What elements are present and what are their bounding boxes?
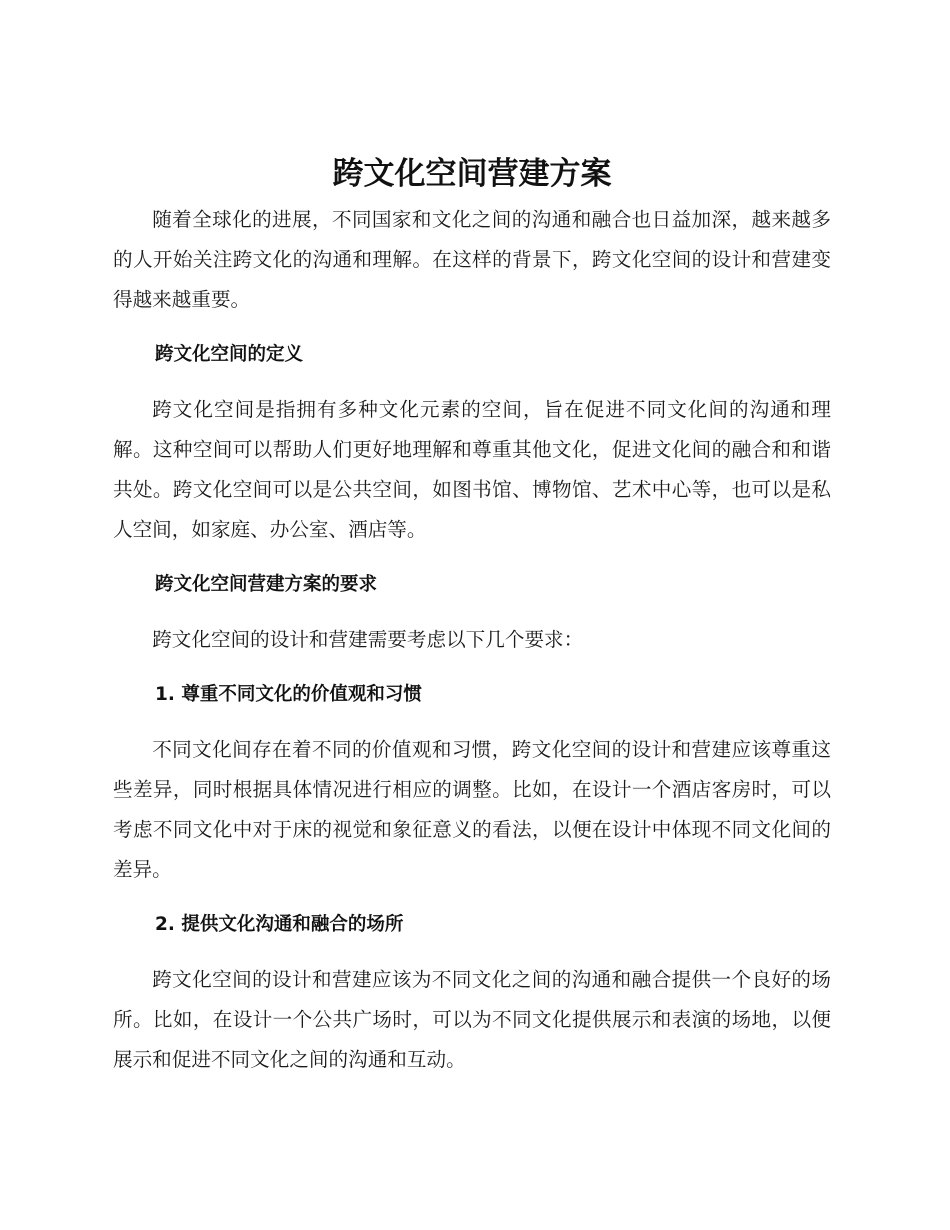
- spacer: [113, 945, 831, 960]
- section-body-definition: 跨文化空间是指拥有多种文化元素的空间，旨在促进不同文化间的沟通和理解。这种空间可以帮助人们更好地理解和尊重其他文化，促进文化间的融合和和谐共处。跨文化空间可以是公共空间，如图书馆、博物馆、艺术中心等，也可以是私人空间，如家庭、办公室、酒店等。: [113, 398, 831, 541]
- section-body-communication-venue: 跨文化空间的设计和营建应该为不同文化之间的沟通和融合提供一个良好的场所。比如，在设计一个公共广场时，可以为不同文化提供展示和表演的场地，以便展示和促进不同文化之间的沟通和互动。: [113, 968, 831, 1071]
- section-heading-respect-values: 1. 尊重不同文化的价值观和习惯: [155, 684, 422, 705]
- spacer: [113, 890, 831, 905]
- spacer: [113, 715, 831, 730]
- intro-paragraph: 随着全球化的进展，不同国家和文化之间的沟通和融合也日益加深，越来越多的人开始关注跨文化的沟通和理解。在这样的背景下，跨文化空间的设计和营建变得越来越重要。: [113, 208, 831, 311]
- section-heading-communication-venue: 2. 提供文化沟通和融合的场所: [155, 914, 404, 935]
- spacer: [113, 375, 831, 390]
- section-body-requirements: 跨文化空间的设计和营建需要考虑以下几个要求：: [152, 628, 584, 651]
- spacer: [113, 320, 831, 335]
- section-heading-definition: 跨文化空间的定义: [155, 344, 304, 365]
- spacer: [113, 605, 831, 620]
- section-heading-requirements: 跨文化空间营建方案的要求: [155, 574, 378, 595]
- spacer: [113, 550, 831, 565]
- spacer: [113, 660, 831, 675]
- document-page: [113, 148, 831, 1080]
- section-body-respect-values: 不同文化间存在着不同的价值观和习惯，跨文化空间的设计和营建应该尊重这些差异，同时根据具体情况进行相应的调整。比如，在设计一个酒店客房时，可以考虑不同文化中对于床的视觉和象征意义的看法，以便在设计中体现不同文化间的差异。: [113, 738, 831, 881]
- document-title: 跨文化空间营建方案: [332, 156, 612, 192]
